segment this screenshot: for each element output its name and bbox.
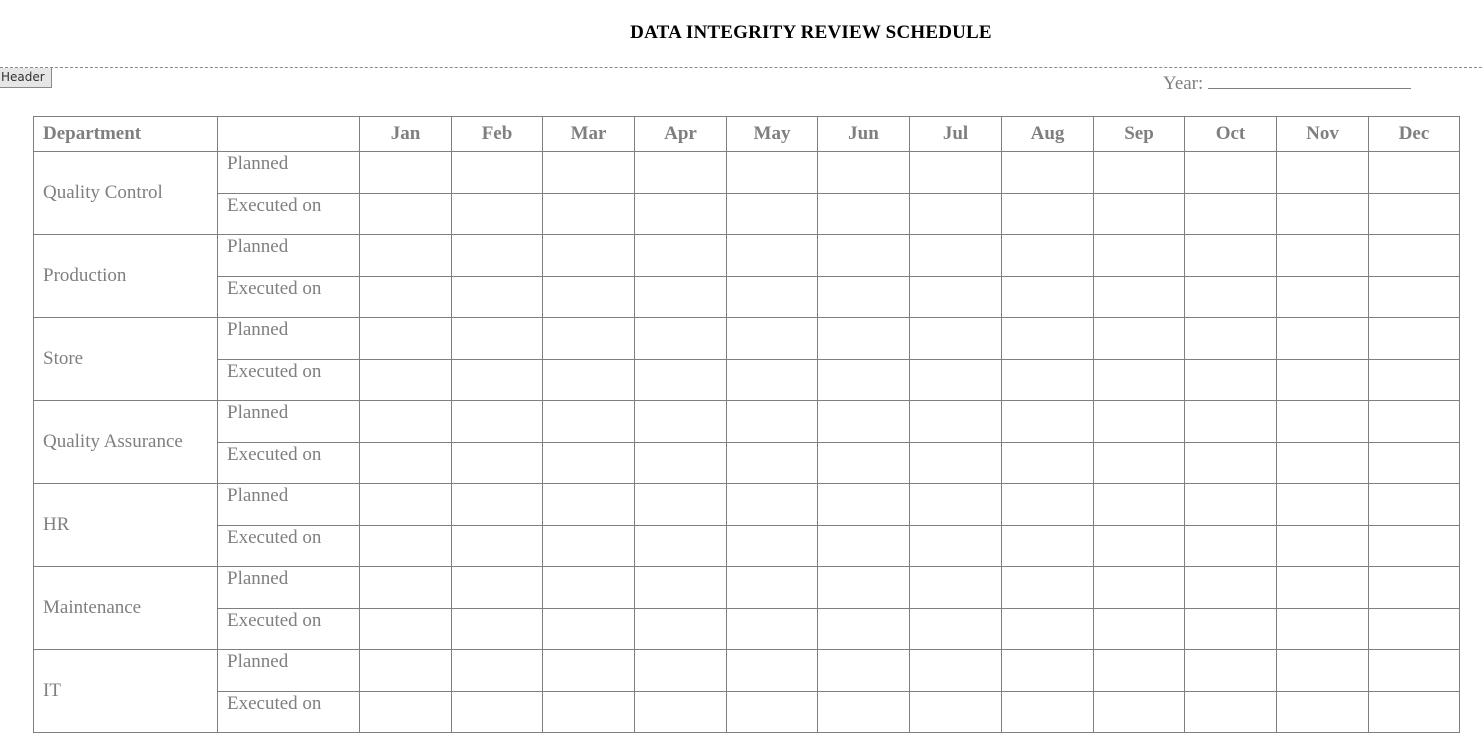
schedule-cell-jul[interactable] — [910, 484, 1002, 526]
schedule-cell-may[interactable] — [727, 525, 818, 567]
table-row-it-planned — [34, 650, 1460, 692]
row-label-executed-on: Executed on — [218, 276, 360, 318]
table-row-hr-planned — [34, 484, 1460, 526]
schedule-cell-may[interactable] — [727, 484, 818, 526]
schedule-cell-nov[interactable] — [1277, 484, 1369, 526]
schedule-cell-jan[interactable] — [360, 567, 452, 609]
schedule-cell-feb[interactable] — [452, 608, 543, 650]
schedule-cell-mar[interactable] — [543, 525, 635, 567]
schedule-cell-dec[interactable] — [1369, 567, 1460, 609]
schedule-cell-aug[interactable] — [1002, 650, 1094, 692]
schedule-cell-mar[interactable] — [543, 650, 635, 692]
schedule-cell-apr[interactable] — [635, 442, 727, 484]
schedule-cell-jul[interactable] — [910, 691, 1002, 733]
row-label-planned: Planned — [218, 567, 360, 609]
schedule-cell-aug[interactable] — [1002, 484, 1094, 526]
schedule-cell-feb[interactable] — [452, 359, 543, 401]
column-header-jan: Jan — [360, 117, 452, 152]
schedule-cell-mar[interactable] — [543, 442, 635, 484]
schedule-cell-may[interactable] — [727, 401, 818, 443]
schedule-cell-jun[interactable] — [818, 691, 910, 733]
schedule-cell-oct[interactable] — [1185, 484, 1277, 526]
schedule-cell-jan[interactable] — [360, 525, 452, 567]
department-name: IT — [34, 650, 218, 733]
schedule-cell-jul[interactable] — [910, 193, 1002, 235]
schedule-cell-aug[interactable] — [1002, 359, 1094, 401]
schedule-cell-nov[interactable] — [1277, 318, 1369, 360]
schedule-cell-may[interactable] — [727, 650, 818, 692]
schedule-cell-may[interactable] — [727, 193, 818, 235]
schedule-cell-mar[interactable] — [543, 484, 635, 526]
schedule-cell-nov[interactable] — [1277, 359, 1369, 401]
schedule-cell-dec[interactable] — [1369, 691, 1460, 733]
schedule-cell-jul[interactable] — [910, 276, 1002, 318]
schedule-cell-jun[interactable] — [818, 152, 910, 194]
column-header-type — [218, 117, 360, 152]
schedule-cell-may[interactable] — [727, 318, 818, 360]
schedule-cell-aug[interactable] — [1002, 152, 1094, 194]
review-schedule-table — [33, 116, 1460, 733]
year-label: Year: — [1163, 73, 1204, 94]
schedule-cell-apr[interactable] — [635, 691, 727, 733]
schedule-cell-oct[interactable] — [1185, 650, 1277, 692]
schedule-cell-oct[interactable] — [1185, 318, 1277, 360]
schedule-cell-jul[interactable] — [910, 650, 1002, 692]
schedule-cell-oct[interactable] — [1185, 276, 1277, 318]
schedule-cell-aug[interactable] — [1002, 691, 1094, 733]
schedule-cell-nov[interactable] — [1277, 193, 1369, 235]
schedule-cell-aug[interactable] — [1002, 442, 1094, 484]
schedule-cell-jun[interactable] — [818, 359, 910, 401]
schedule-cell-dec[interactable] — [1369, 359, 1460, 401]
schedule-cell-may[interactable] — [727, 235, 818, 277]
schedule-cell-mar[interactable] — [543, 401, 635, 443]
schedule-cell-feb[interactable] — [452, 318, 543, 360]
schedule-cell-dec[interactable] — [1369, 401, 1460, 443]
column-header-nov: Nov — [1277, 117, 1369, 152]
schedule-cell-jun[interactable] — [818, 525, 910, 567]
schedule-cell-jan[interactable] — [360, 484, 452, 526]
table-body — [34, 152, 1460, 733]
schedule-cell-mar[interactable] — [543, 359, 635, 401]
row-label-planned: Planned — [218, 318, 360, 360]
schedule-cell-dec[interactable] — [1369, 484, 1460, 526]
department-name: Quality Assurance — [34, 401, 218, 484]
schedule-cell-dec[interactable] — [1369, 608, 1460, 650]
schedule-cell-feb[interactable] — [452, 152, 543, 194]
column-header-dec: Dec — [1369, 117, 1460, 152]
schedule-cell-jun[interactable] — [818, 608, 910, 650]
schedule-cell-apr[interactable] — [635, 567, 727, 609]
schedule-cell-dec[interactable] — [1369, 525, 1460, 567]
schedule-cell-dec[interactable] — [1369, 235, 1460, 277]
schedule-cell-apr[interactable] — [635, 235, 727, 277]
column-header-sep: Sep — [1094, 117, 1185, 152]
header-tag[interactable]: Header — [0, 68, 52, 88]
schedule-cell-sep[interactable] — [1094, 276, 1185, 318]
schedule-cell-oct[interactable] — [1185, 193, 1277, 235]
schedule-cell-nov[interactable] — [1277, 401, 1369, 443]
schedule-cell-jun[interactable] — [818, 442, 910, 484]
schedule-cell-aug[interactable] — [1002, 318, 1094, 360]
schedule-cell-aug[interactable] — [1002, 235, 1094, 277]
table-row-maintenance-planned — [34, 567, 1460, 609]
schedule-cell-jan[interactable] — [360, 691, 452, 733]
schedule-cell-sep[interactable] — [1094, 193, 1185, 235]
schedule-cell-sep[interactable] — [1094, 608, 1185, 650]
schedule-cell-jul[interactable] — [910, 525, 1002, 567]
row-label-executed-on: Executed on — [218, 525, 360, 567]
schedule-cell-nov[interactable] — [1277, 442, 1369, 484]
schedule-cell-jan[interactable] — [360, 318, 452, 360]
document-title: DATA INTEGRITY REVIEW SCHEDULE — [630, 22, 992, 43]
schedule-cell-feb[interactable] — [452, 276, 543, 318]
schedule-cell-apr[interactable] — [635, 193, 727, 235]
schedule-cell-sep[interactable] — [1094, 525, 1185, 567]
schedule-cell-apr[interactable] — [635, 608, 727, 650]
schedule-cell-jun[interactable] — [818, 193, 910, 235]
schedule-cell-oct[interactable] — [1185, 359, 1277, 401]
schedule-cell-jun[interactable] — [818, 401, 910, 443]
schedule-cell-jan[interactable] — [360, 193, 452, 235]
schedule-cell-jul[interactable] — [910, 318, 1002, 360]
schedule-cell-sep[interactable] — [1094, 359, 1185, 401]
schedule-cell-oct[interactable] — [1185, 401, 1277, 443]
schedule-cell-jan[interactable] — [360, 442, 452, 484]
schedule-cell-nov[interactable] — [1277, 567, 1369, 609]
schedule-cell-jul[interactable] — [910, 152, 1002, 194]
column-header-jul: Jul — [910, 117, 1002, 152]
table-row-maintenance-executed — [34, 608, 1460, 650]
schedule-cell-aug[interactable] — [1002, 608, 1094, 650]
schedule-cell-sep[interactable] — [1094, 484, 1185, 526]
schedule-cell-mar[interactable] — [543, 318, 635, 360]
department-name: Maintenance — [34, 567, 218, 650]
table-row-quality-assurance-executed — [34, 442, 1460, 484]
schedule-cell-may[interactable] — [727, 567, 818, 609]
header-divider — [0, 67, 1482, 68]
schedule-cell-mar[interactable] — [543, 276, 635, 318]
schedule-cell-jul[interactable] — [910, 359, 1002, 401]
schedule-cell-sep[interactable] — [1094, 442, 1185, 484]
schedule-cell-mar[interactable] — [543, 152, 635, 194]
department-name: Production — [34, 235, 218, 318]
row-label-executed-on: Executed on — [218, 442, 360, 484]
schedule-cell-jul[interactable] — [910, 235, 1002, 277]
schedule-cell-dec[interactable] — [1369, 650, 1460, 692]
column-header-jun: Jun — [818, 117, 910, 152]
row-label-planned: Planned — [218, 152, 360, 194]
table-row-hr-executed — [34, 525, 1460, 567]
schedule-cell-nov[interactable] — [1277, 691, 1369, 733]
table-row-production-executed — [34, 276, 1460, 318]
year-input-line[interactable] — [1208, 70, 1411, 89]
table-header-row — [34, 117, 1460, 152]
schedule-cell-jun[interactable] — [818, 484, 910, 526]
schedule-cell-feb[interactable] — [452, 235, 543, 277]
table-row-production-planned — [34, 235, 1460, 277]
schedule-cell-oct[interactable] — [1185, 525, 1277, 567]
schedule-cell-dec[interactable] — [1369, 276, 1460, 318]
table-row-quality-control-planned — [34, 152, 1460, 194]
column-header-may: May — [727, 117, 818, 152]
column-header-mar: Mar — [543, 117, 635, 152]
schedule-cell-nov[interactable] — [1277, 235, 1369, 277]
schedule-cell-aug[interactable] — [1002, 276, 1094, 318]
schedule-cell-jul[interactable] — [910, 401, 1002, 443]
schedule-cell-may[interactable] — [727, 152, 818, 194]
table-row-store-executed — [34, 359, 1460, 401]
schedule-cell-aug[interactable] — [1002, 567, 1094, 609]
schedule-cell-nov[interactable] — [1277, 152, 1369, 194]
schedule-cell-sep[interactable] — [1094, 691, 1185, 733]
schedule-cell-jun[interactable] — [818, 567, 910, 609]
schedule-cell-dec[interactable] — [1369, 442, 1460, 484]
schedule-cell-oct[interactable] — [1185, 235, 1277, 277]
schedule-cell-jul[interactable] — [910, 567, 1002, 609]
schedule-cell-mar[interactable] — [543, 235, 635, 277]
schedule-cell-apr[interactable] — [635, 525, 727, 567]
table-row-store-planned — [34, 318, 1460, 360]
schedule-cell-jul[interactable] — [910, 442, 1002, 484]
schedule-cell-jan[interactable] — [360, 359, 452, 401]
schedule-cell-mar[interactable] — [543, 608, 635, 650]
schedule-cell-jun[interactable] — [818, 235, 910, 277]
schedule-cell-sep[interactable] — [1094, 401, 1185, 443]
schedule-cell-feb[interactable] — [452, 484, 543, 526]
row-label-planned: Planned — [218, 235, 360, 277]
table-row-it-executed — [34, 691, 1460, 733]
row-label-planned: Planned — [218, 401, 360, 443]
schedule-cell-oct[interactable] — [1185, 691, 1277, 733]
schedule-cell-apr[interactable] — [635, 359, 727, 401]
schedule-cell-oct[interactable] — [1185, 442, 1277, 484]
department-name: Quality Control — [34, 152, 218, 235]
schedule-cell-nov[interactable] — [1277, 650, 1369, 692]
schedule-cell-feb[interactable] — [452, 691, 543, 733]
schedule-cell-nov[interactable] — [1277, 525, 1369, 567]
schedule-cell-jan[interactable] — [360, 152, 452, 194]
schedule-cell-jan[interactable] — [360, 276, 452, 318]
schedule-cell-dec[interactable] — [1369, 193, 1460, 235]
schedule-cell-aug[interactable] — [1002, 525, 1094, 567]
schedule-cell-feb[interactable] — [452, 442, 543, 484]
schedule-cell-mar[interactable] — [543, 193, 635, 235]
schedule-cell-feb[interactable] — [452, 525, 543, 567]
schedule-cell-apr[interactable] — [635, 318, 727, 360]
schedule-cell-feb[interactable] — [452, 401, 543, 443]
department-name: HR — [34, 484, 218, 567]
schedule-cell-dec[interactable] — [1369, 152, 1460, 194]
schedule-cell-jan[interactable] — [360, 401, 452, 443]
table-row-quality-assurance-planned — [34, 401, 1460, 443]
schedule-cell-oct[interactable] — [1185, 608, 1277, 650]
row-label-planned: Planned — [218, 650, 360, 692]
schedule-cell-jul[interactable] — [910, 608, 1002, 650]
schedule-cell-sep[interactable] — [1094, 650, 1185, 692]
schedule-cell-apr[interactable] — [635, 401, 727, 443]
schedule-cell-mar[interactable] — [543, 567, 635, 609]
row-label-executed-on: Executed on — [218, 193, 360, 235]
schedule-cell-jan[interactable] — [360, 235, 452, 277]
schedule-cell-jun[interactable] — [818, 650, 910, 692]
schedule-cell-oct[interactable] — [1185, 567, 1277, 609]
schedule-cell-feb[interactable] — [452, 650, 543, 692]
schedule-cell-sep[interactable] — [1094, 567, 1185, 609]
schedule-cell-may[interactable] — [727, 442, 818, 484]
column-header-apr: Apr — [635, 117, 727, 152]
row-label-executed-on: Executed on — [218, 608, 360, 650]
schedule-cell-sep[interactable] — [1094, 235, 1185, 277]
schedule-cell-aug[interactable] — [1002, 401, 1094, 443]
schedule-cell-apr[interactable] — [635, 650, 727, 692]
schedule-cell-oct[interactable] — [1185, 152, 1277, 194]
schedule-cell-apr[interactable] — [635, 484, 727, 526]
schedule-cell-feb[interactable] — [452, 567, 543, 609]
schedule-cell-mar[interactable] — [543, 691, 635, 733]
schedule-cell-sep[interactable] — [1094, 318, 1185, 360]
column-header-oct: Oct — [1185, 117, 1277, 152]
schedule-cell-apr[interactable] — [635, 276, 727, 318]
row-label-planned: Planned — [218, 484, 360, 526]
schedule-cell-feb[interactable] — [452, 193, 543, 235]
schedule-cell-jun[interactable] — [818, 276, 910, 318]
schedule-cell-dec[interactable] — [1369, 318, 1460, 360]
schedule-cell-apr[interactable] — [635, 152, 727, 194]
column-header-aug: Aug — [1002, 117, 1094, 152]
schedule-cell-jan[interactable] — [360, 608, 452, 650]
row-label-executed-on: Executed on — [218, 691, 360, 733]
table-row-quality-control-executed — [34, 193, 1460, 235]
schedule-cell-may[interactable] — [727, 691, 818, 733]
column-header-department: Department — [34, 117, 218, 152]
column-header-feb: Feb — [452, 117, 543, 152]
schedule-cell-may[interactable] — [727, 276, 818, 318]
department-name: Store — [34, 318, 218, 401]
schedule-cell-may[interactable] — [727, 608, 818, 650]
row-label-executed-on: Executed on — [218, 359, 360, 401]
schedule-cell-aug[interactable] — [1002, 193, 1094, 235]
schedule-cell-nov[interactable] — [1277, 276, 1369, 318]
schedule-cell-jun[interactable] — [818, 318, 910, 360]
schedule-cell-sep[interactable] — [1094, 152, 1185, 194]
schedule-cell-jan[interactable] — [360, 650, 452, 692]
schedule-cell-nov[interactable] — [1277, 608, 1369, 650]
year-field[interactable] — [1163, 70, 1411, 95]
schedule-cell-may[interactable] — [727, 359, 818, 401]
